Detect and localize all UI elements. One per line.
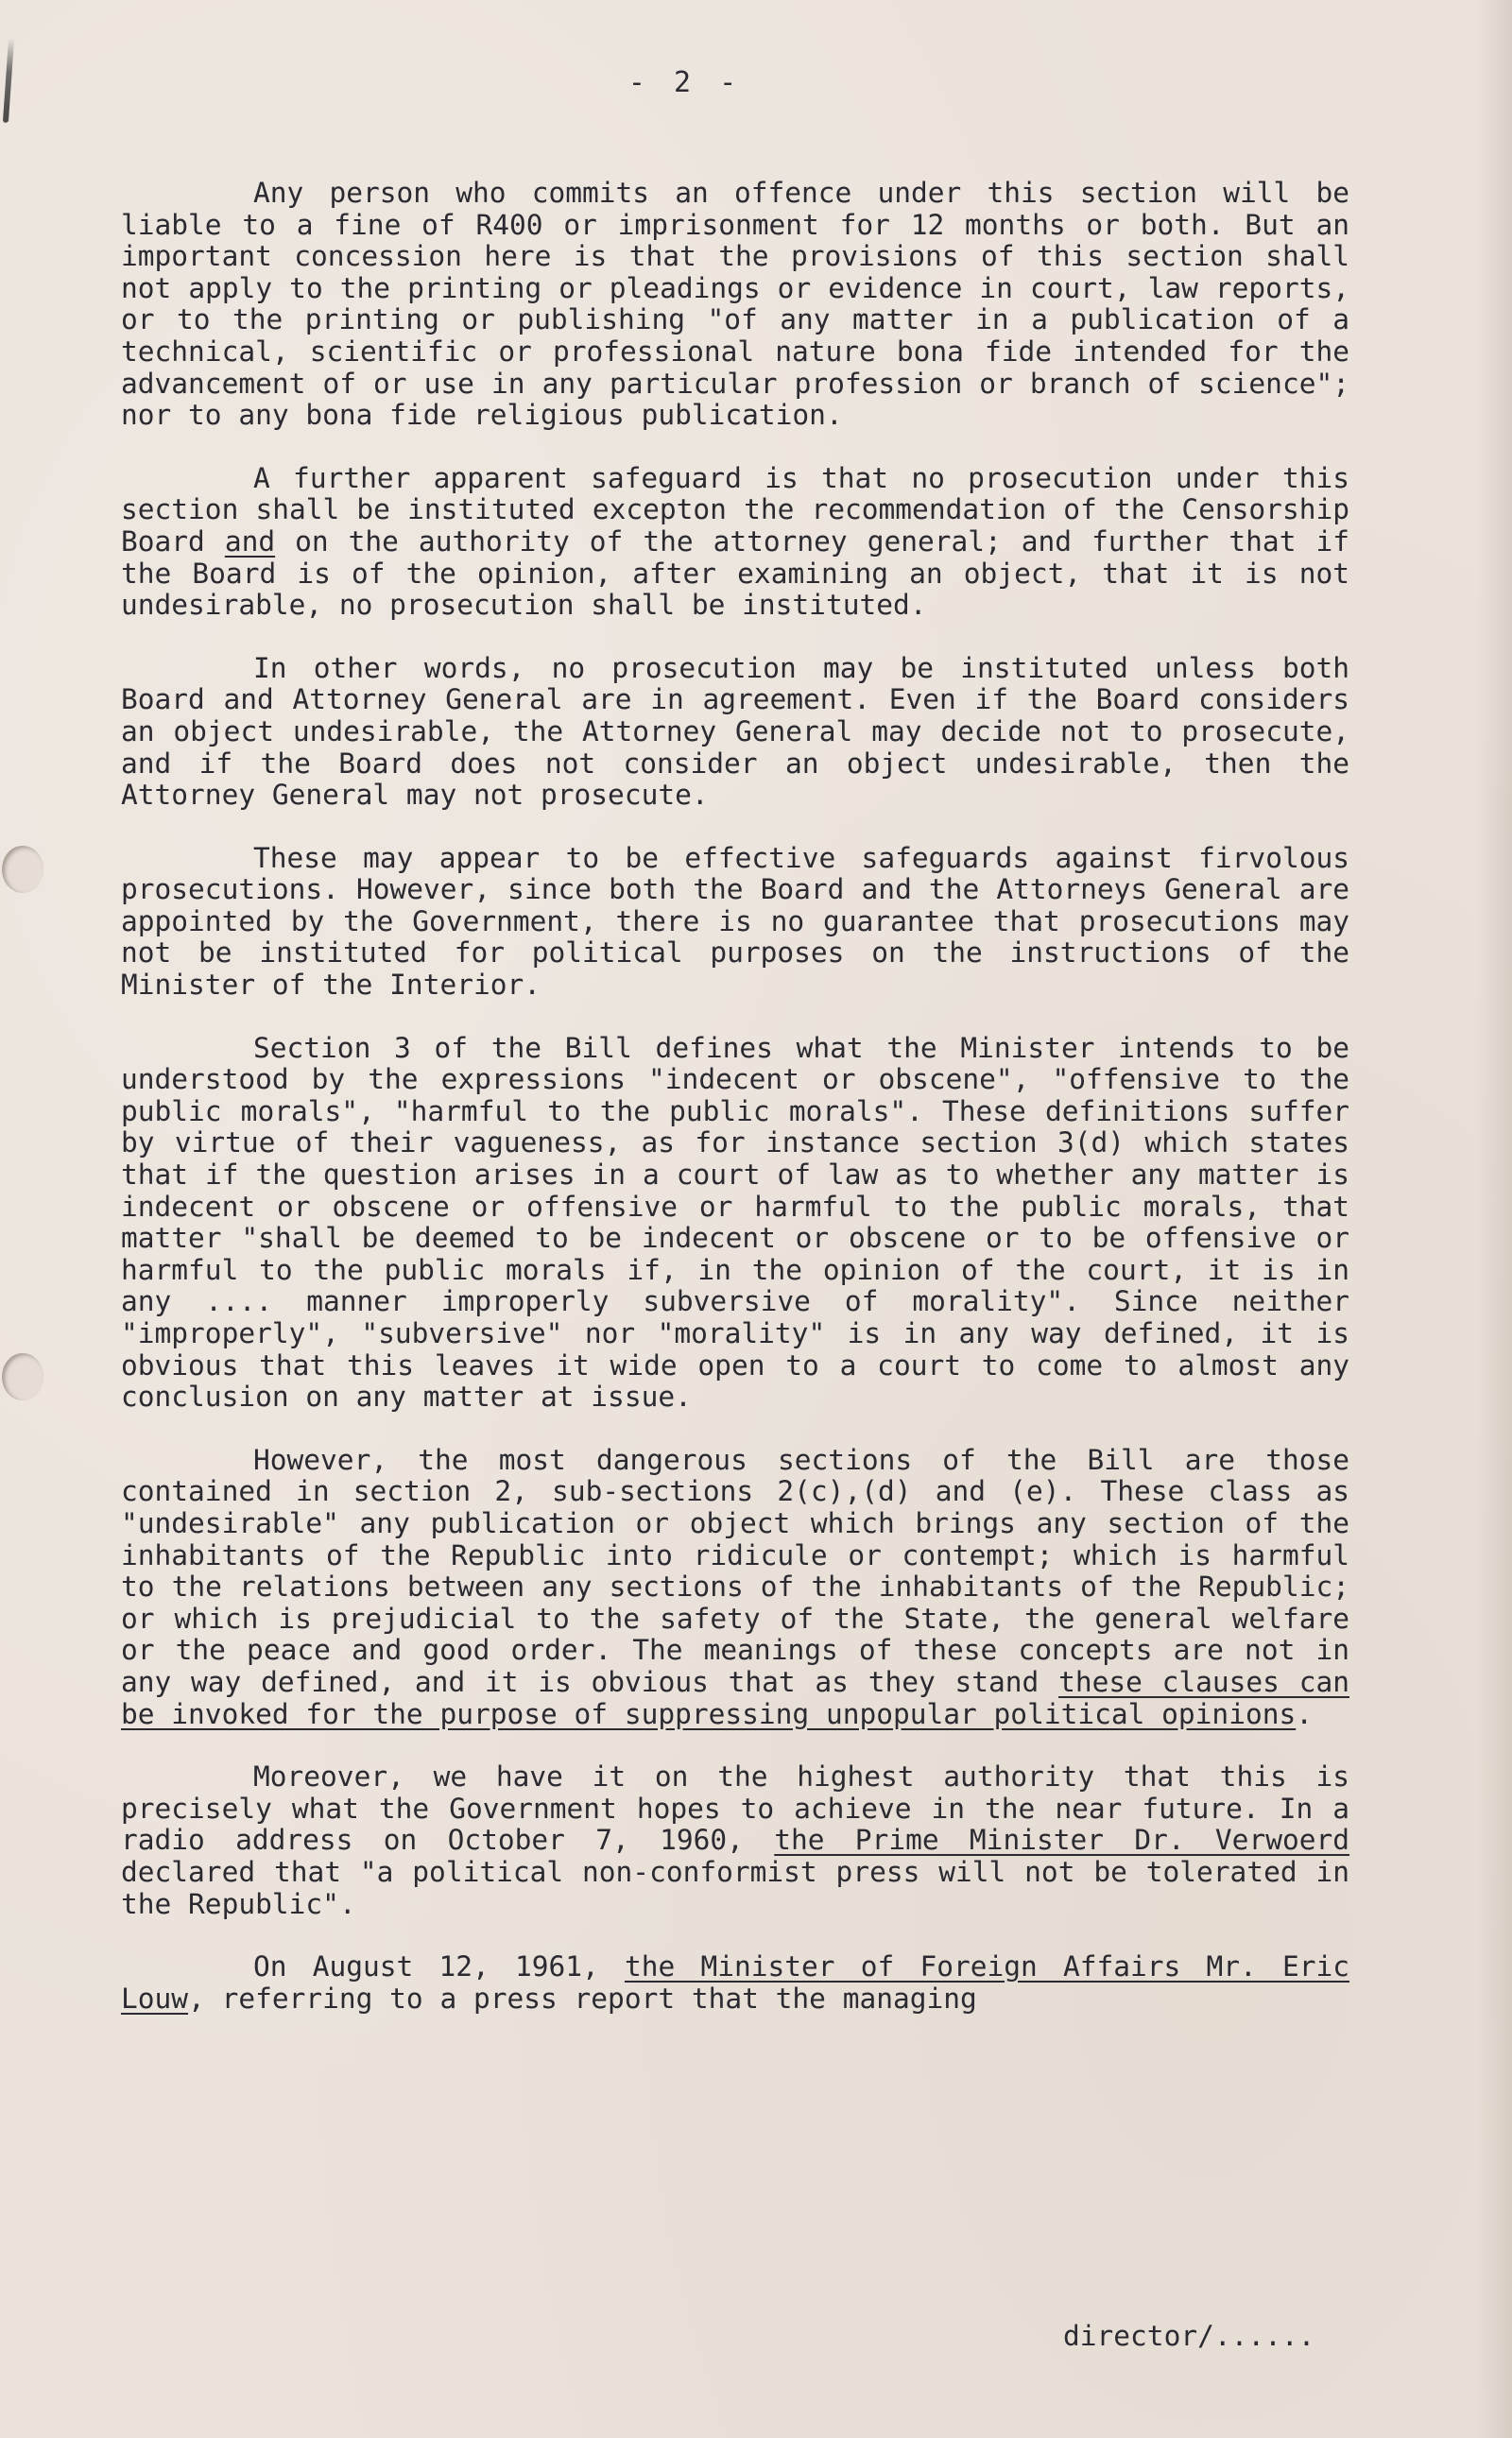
paragraph-text: Moreover, we have it on the highest authority that this is precisely what the Government hopes to achieve in the near future. In a radio address on October 7, 1960, [121, 1760, 1349, 1857]
paragraph-text: These may appear to be effective safeguards against firvolous prosecutions. However, since both the Board and the Attorneys General are appointed by the Government, there is no guarantee that prosecutions may not be instituted for political purposes on the instructions of the Minister of the Interior. [121, 841, 1349, 1002]
paragraph-text: , referring to a press report that the managing [188, 1982, 977, 2015]
paragraph-text: A further apparent safeguard is that no prosecution under this section shall be instituted excepton the recommendation of the Censorship Board [121, 461, 1349, 558]
paragraph [121, 1033, 1349, 1414]
underlined-text: the Prime Minister Dr. Verwoerd [774, 1824, 1350, 1857]
paragraph [121, 178, 1349, 432]
paragraph [121, 1951, 1349, 2015]
paragraph-text: In other words, no prosecution may be instituted unless both Board and Attorney General are in agreement. Even if the Board considers an object undesirable, the Attorney General may decide not to prosecute, and if the Board does not consider an object undesirable, then the Attorney General may not prosecute. [121, 651, 1349, 812]
paragraph-text: . [1296, 1697, 1314, 1730]
paragraph-text: Section 3 of the Bill defines what the Minister intends to be understood by the expressions "indecent or obscene", "offensive to the public morals", "harmful to the public morals". These definitions suffer by virtue of their vagueness, as for instance section 3(d) which states that if the question arises in a court of law as to whether any matter is indecent or obscene or offensive or harmful to the public morals, that matter "shall be deemed to be indecent or obscene or to be offensive or harmful to the public morals if, in the opinion of the court, it is in any .... manner improperly subversive of morality". Since neither "improperly", "subversive" nor "morality" is in any way defined, it is obvious that this leaves it wide open to a court to come to almost any conclusion on any matter at issue. [121, 1031, 1349, 1414]
document-body [121, 178, 1349, 2046]
paragraph [121, 653, 1349, 812]
paragraph-text: However, the most dangerous sections of the Bill are those contained in section 2, sub-sections 2(c),(d) and (e). These class as "undesirable" any publication or object which brings any section of the inhabitants of the Republic into ridicule or contempt; which is harmful to the relations between any sections of the inhabitants of the Republic; or which is prejudicial to the safety of the State, the general welfare or the peace and good order. The meanings of these concepts are not in any way defined, and it is obvious that as they stand [121, 1443, 1349, 1698]
paragraph-text: declared that "a political non-conformist press will not be tolerated in the Republic". [121, 1855, 1349, 1920]
page-edge-shadow [1476, 0, 1512, 2438]
paragraph [121, 463, 1349, 622]
paragraph [121, 1761, 1349, 1920]
paragraph-text: Any person who commits an offence under this section will be liable to a fine of R400 or imprisonment for 12 months or both. But an important concession here is that the provisions of this section shall not apply to the printing or pleadings or evidence in court, law reports, or to the printing or publishing "of any matter in a publication of a technical, scientific or professional nature bona fide intended for the advancement of or use in any particular profession or branch of science"; nor to any bona fide religious publication. [121, 177, 1349, 432]
punch-hole-lower [2, 1353, 43, 1400]
page-number: - 2 - [627, 66, 743, 99]
punch-hole-upper [2, 846, 43, 893]
paragraph [121, 1445, 1349, 1730]
paragraph [121, 843, 1349, 1002]
underlined-text: and [224, 524, 276, 558]
paragraph-text: on the authority of the attorney general; and further that if the Board is of the opinion, after examining an object, that it is not undesirable, no prosecution shall be instituted. [121, 524, 1349, 622]
paragraph-text: On August 12, 1961, [253, 1950, 625, 1983]
catchword: director/...... [1063, 2320, 1315, 2352]
underlined-text: the Minister of Foreign Affairs Mr. Eric Louw [121, 1950, 1350, 2015]
underlined-text: these clauses can be invoked for the purpose of suppressing unpopular political opinions [121, 1665, 1349, 1730]
